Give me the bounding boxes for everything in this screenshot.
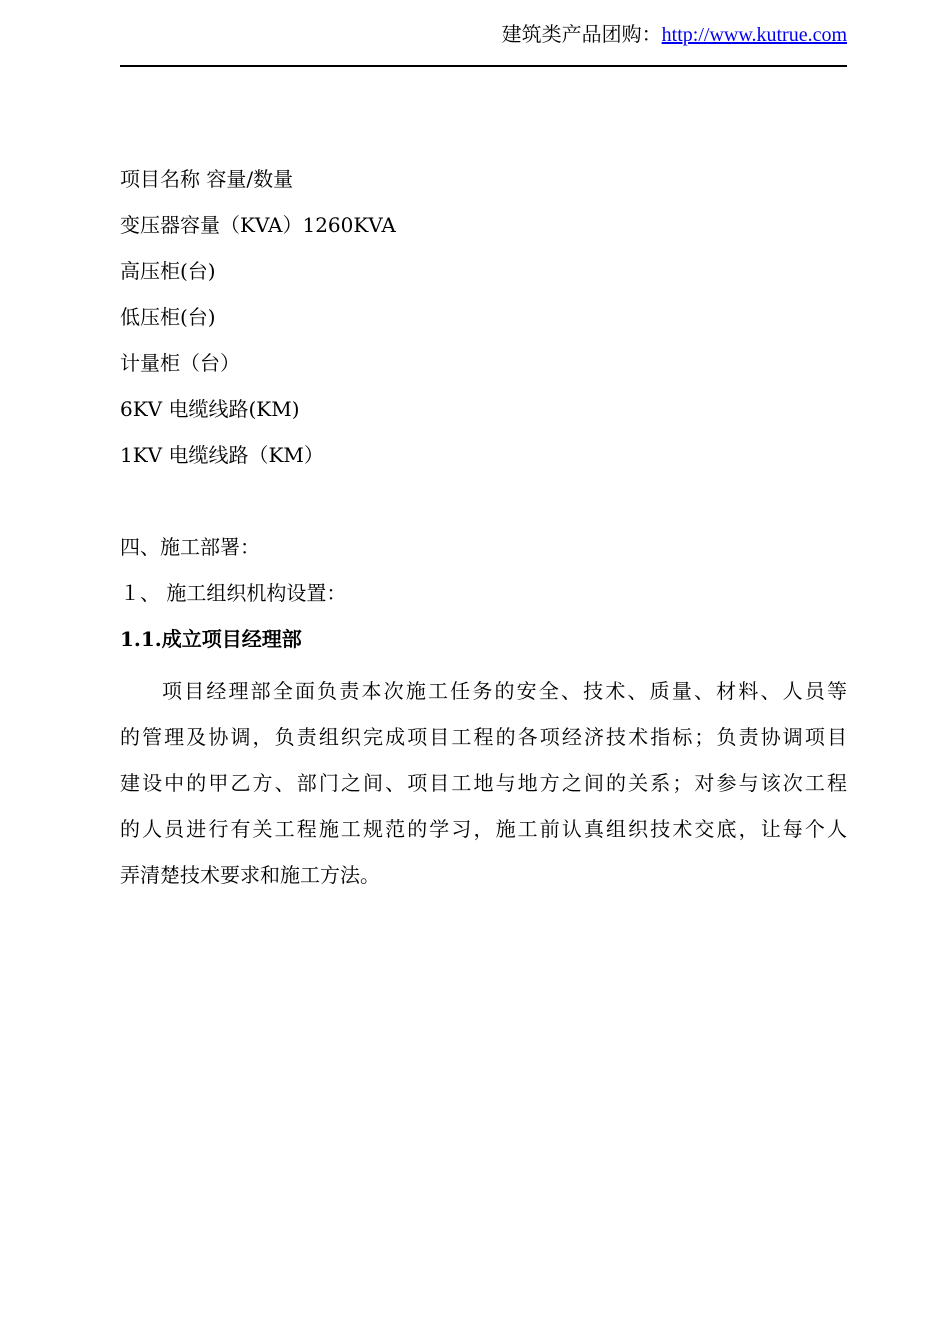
paragraph-line: 弄清楚技术要求和施工方法。: [120, 863, 380, 887]
header-divider: [120, 65, 847, 67]
table-line-6kv-cable: 6KV 电缆线路(KM): [120, 397, 300, 421]
section-title: 四、施工部署：: [120, 535, 260, 559]
paragraph-line: 项目经理部全面负责本次施工任务的安全、技术、质量、材料、人员等: [162, 679, 847, 703]
body-paragraph: [120, 668, 847, 898]
table-line-transformer: 变压器容量（KVA）1260KVA: [120, 213, 396, 237]
paragraph-line: 建设中的甲乙方、部门之间、项目工地与地方之间的关系；对参与该次工程: [120, 771, 847, 795]
table-line-lv-cabinet: 低压柜(台): [120, 305, 216, 329]
subsection-title: １、 施工组织机构设置：: [120, 581, 347, 605]
paragraph-line: 的管理及协调，负责组织完成项目工程的各项经济技术指标；负责协调项目: [120, 725, 847, 749]
table-line-hv-cabinet: 高压柜(台): [120, 259, 216, 283]
table-line-header: 项目名称 容量/数量: [120, 167, 294, 191]
table-line-1kv-cable: 1KV 电缆线路（KM）: [120, 443, 324, 467]
subsubsection-heading: 1.1.成立项目经理部: [120, 627, 302, 651]
header-label: 建筑类产品团购：: [501, 22, 662, 46]
paragraph-line: 的人员进行有关工程施工规范的学习，施工前认真组织技术交底，让每个人: [120, 817, 847, 841]
table-line-meter-cabinet: 计量柜（台）: [120, 351, 240, 375]
header-link[interactable]: http://www.kutrue.com: [661, 24, 847, 46]
page-header: [120, 18, 847, 50]
